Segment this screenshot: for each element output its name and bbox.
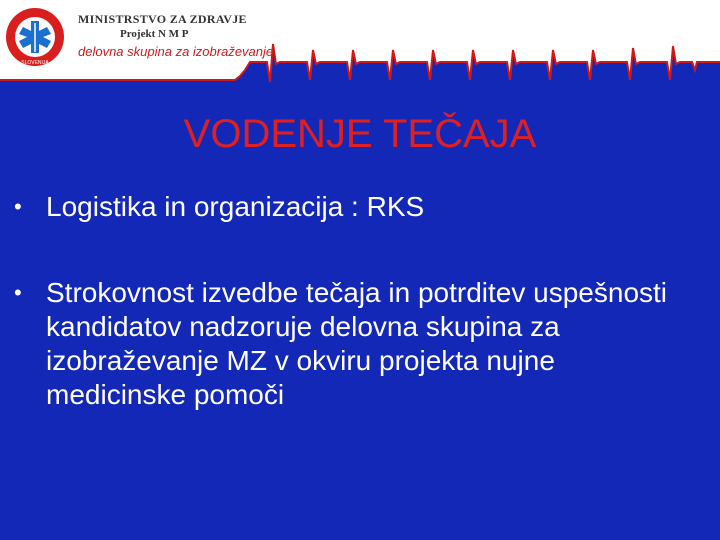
logo-text: SLOVENIJA xyxy=(21,60,49,66)
bullet-text: Logistika in organizacija : RKS xyxy=(46,191,425,222)
bullet-item-expertise xyxy=(0,276,720,412)
header-band xyxy=(0,0,720,96)
slide-title: VODENJE TEČAJA xyxy=(183,112,537,156)
working-group-name: delovna skupina za izobraževanje xyxy=(78,44,274,59)
ministry-logo xyxy=(4,6,66,68)
ministry-block xyxy=(78,12,298,59)
project-name: Projekt N M P xyxy=(120,28,189,40)
bullet-marker: • xyxy=(14,280,22,305)
bullet-marker: • xyxy=(14,194,22,219)
bullet-text: Strokovnost izvedbe tečaja in potrditev uspešnosti kandidatov nadzoruje delovna skupina za izobraževanje MZ v okviru projekta nujne medicinske pomoči xyxy=(46,277,668,410)
bullet-item-logistics xyxy=(0,190,720,224)
bullet-list xyxy=(0,190,720,412)
ministry-name: MINISTRSTVO ZA ZDRAVJE xyxy=(78,12,247,26)
